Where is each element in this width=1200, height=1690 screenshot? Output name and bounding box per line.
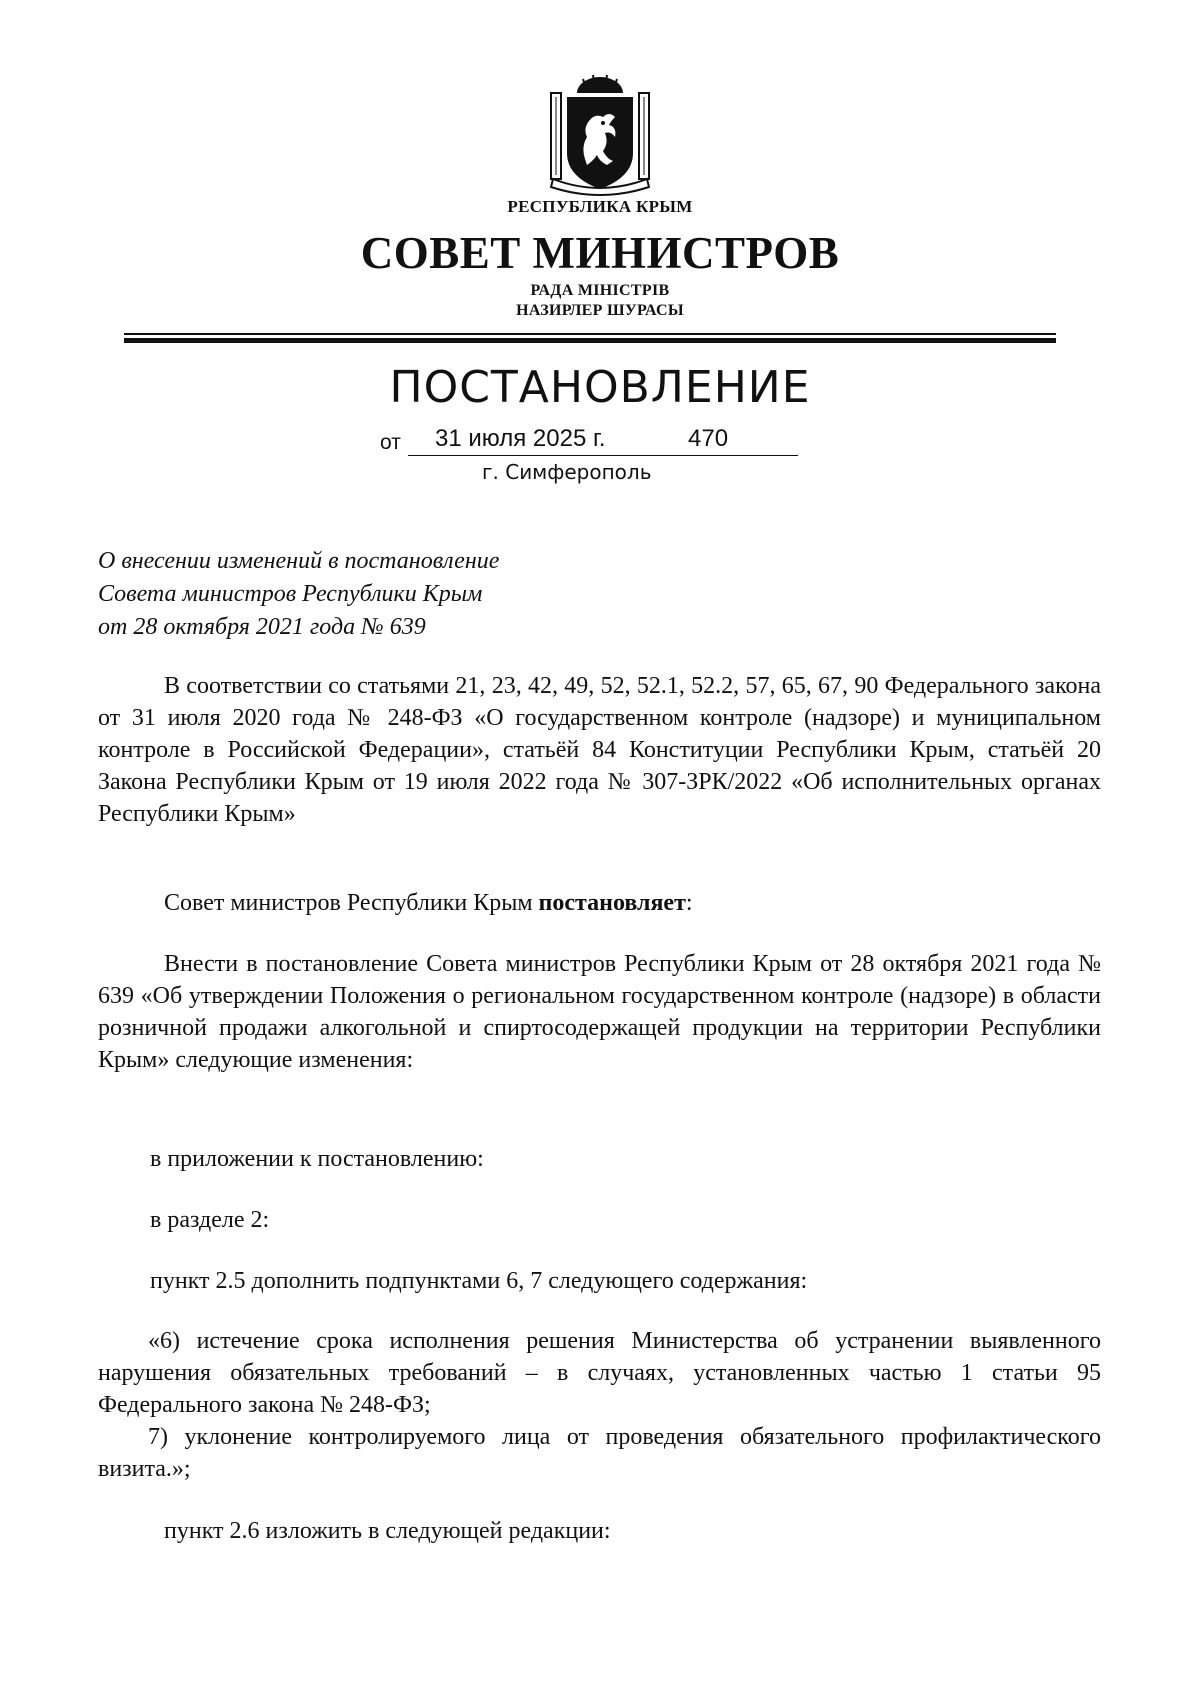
council-name-crimean-tatar: НАЗИРЛЕР ШУРАСЫ [516, 302, 684, 319]
decree-number: 470 [688, 425, 729, 452]
republic-name: РЕСПУБЛИКА КРЫМ [507, 197, 693, 216]
header-divider-thick [124, 338, 1056, 343]
amendment-paragraph: Внести в постановление Совета министров Республики Крым от 28 октября 2021 года № 639 «Об утверждении Положения о региональном государственном контроле (надзоре) в области розничной продажи алкогольной и спиртосодержащей продукции на территории Республики Крым» следующие изменения: [98, 951, 1101, 1073]
header-divider-thin [124, 333, 1056, 335]
decree-subject [98, 545, 798, 644]
annex-paragraph: в приложении к постановлению: [150, 1146, 484, 1172]
resolves-colon: : [685, 890, 693, 916]
decree-date: 31 июля 2025 г. [435, 425, 606, 452]
resolves-paragraph [164, 887, 693, 919]
council-name: СОВЕТ МИНИСТРОВ [360, 228, 840, 278]
preamble-paragraph: В соответствии со статьями 21, 23, 42, 49, 52, 52.1, 52.2, 57, 65, 67, 90 Федерального закона от 31 июля 2020 года № 248-ФЗ «О государственном контроле (надзоре) и муниципальном контроле в Российской Федерации», статьёй 84 Конституции Республики Крым, статьёй 20 Закона Республики Крым от 19 июля 2022 года № 307-ЗРК/2022 «Об исполнительных органах Республики Крым» [98, 673, 1101, 827]
council-name-ukrainian: РАДА МІНІСТРІВ [530, 282, 670, 299]
subject-line: от 28 октября 2021 года № 639 [98, 614, 426, 640]
resolves-keyword: постановляет [538, 890, 686, 916]
subject-line: О внесении изменений в постановление [98, 548, 500, 574]
decree-date-line [380, 425, 800, 457]
document-type-title: ПОСТАНОВЛЕНИЕ [389, 362, 811, 413]
subject-line: Совета министров Республики Крым [98, 581, 483, 607]
section-paragraph: в разделе 2: [150, 1207, 270, 1233]
decree-city: г. Симферополь [482, 460, 652, 484]
crimea-coat-of-arms-icon [537, 73, 663, 199]
date-prefix: от [380, 431, 401, 454]
item-2-6-paragraph: пункт 2.6 изложить в следующей редакции: [164, 1518, 611, 1544]
resolves-text: Совет министров Республики Крым [164, 890, 539, 916]
item-2-5-paragraph: пункт 2.5 дополнить подпунктами 6, 7 следующего содержания: [150, 1268, 808, 1294]
date-underline [408, 455, 798, 456]
subitem-7-paragraph: 7) уклонение контролируемого лица от проведения обязательного профилактического визита.»; [98, 1424, 1101, 1482]
subitem-6-paragraph: «6) истечение срока исполнения решения Министерства об устранении выявленного нарушения обязательных требований – в случаях, установленных частью 1 статьи 95 Федерального закона № 248-ФЗ; [98, 1328, 1101, 1418]
